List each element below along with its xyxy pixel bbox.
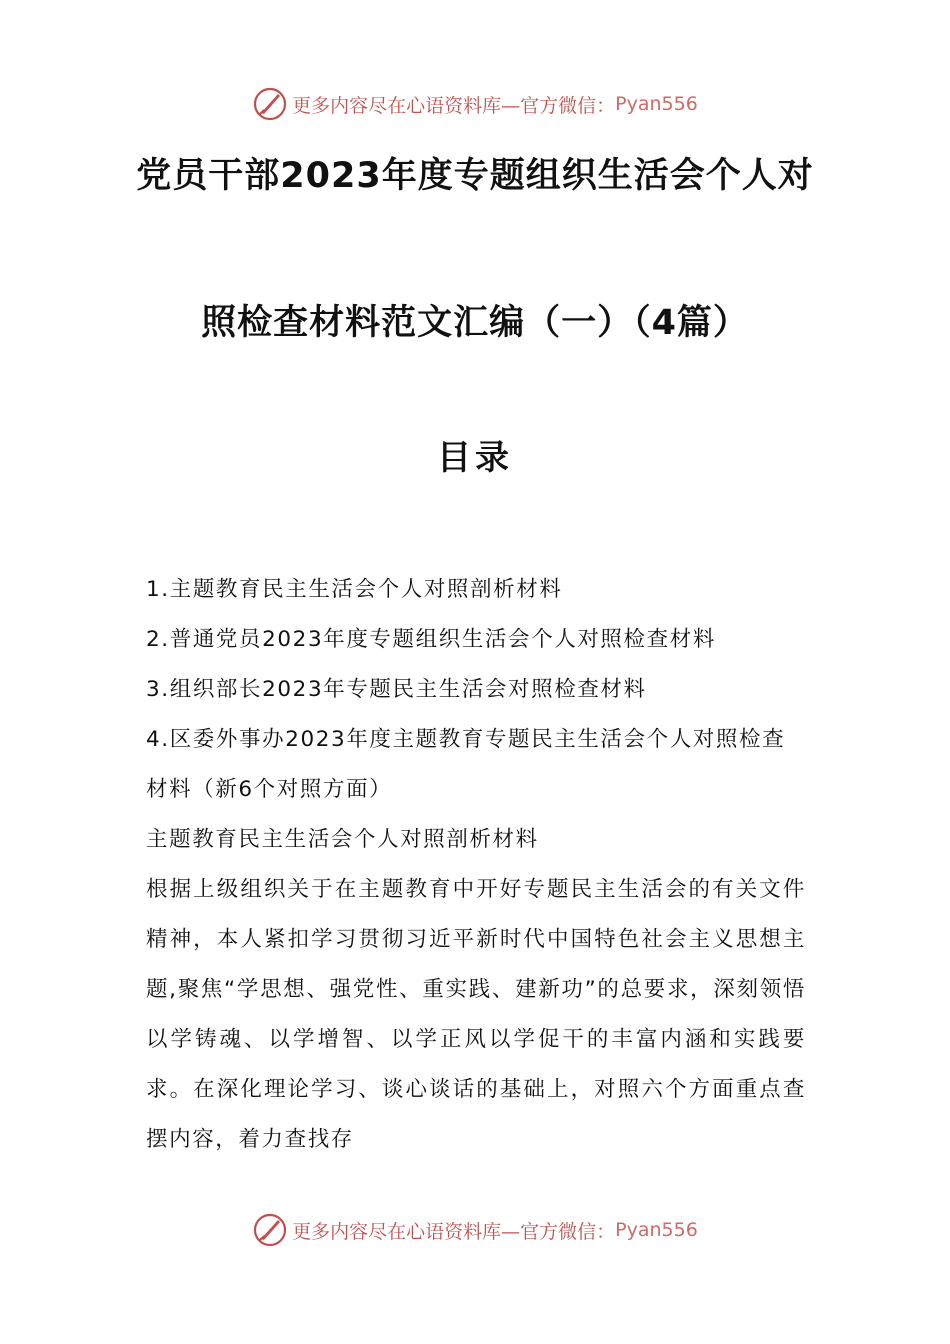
toc-heading: 目录 <box>437 438 513 478</box>
quill-logo-icon <box>252 1212 288 1248</box>
document-body <box>146 565 806 1165</box>
body-paragraph: 根据上级组织关于在主题教育中开好专题民主生活会的有关文件精神，本人紧扣学习贯彻习近平新时代中国特色社会主义思想主题,聚焦“学思想、强党性、重实践、建新功”的总要求，深刻领悟以学铸魂、以学增智、以学正风以学促干的丰富内涵和实践要求。在深化理论学习、谈心谈话的基础上，对照六个方面重点查摆内容，着力查找存 <box>146 877 806 1152</box>
document-title-line-2: 照检查材料范文汇编（一）（4篇） <box>201 303 749 343</box>
section-title: 主题教育民主生活会个人对照剖析材料 <box>146 827 539 852</box>
toc-item: 3.组织部长2023年专题民主生活会对照检查材料 <box>146 677 647 702</box>
banner-text: 更多内容尽在心语资料库—官方微信： <box>292 94 616 117</box>
toc-item: 2.普通党员2023年度专题组织生活会个人对照检查材料 <box>146 627 716 652</box>
banner-handle: Pyan556 <box>615 1219 698 1241</box>
document-title-line-1: 党员干部2023年度专题组织生活会个人对 <box>136 156 814 196</box>
quill-logo-icon <box>252 86 288 122</box>
header-watermark-banner <box>0 84 950 124</box>
banner-handle: Pyan556 <box>615 93 698 115</box>
footer-watermark-banner <box>0 1210 950 1250</box>
banner-text: 更多内容尽在心语资料库—官方微信： <box>292 1220 616 1243</box>
toc-item: 4.区委外事办2023年度主题教育专题民主生活会个人对照检查材料（新6个对照方面） <box>146 727 786 802</box>
toc-item: 1.主题教育民主生活会个人对照剖析材料 <box>146 577 563 602</box>
